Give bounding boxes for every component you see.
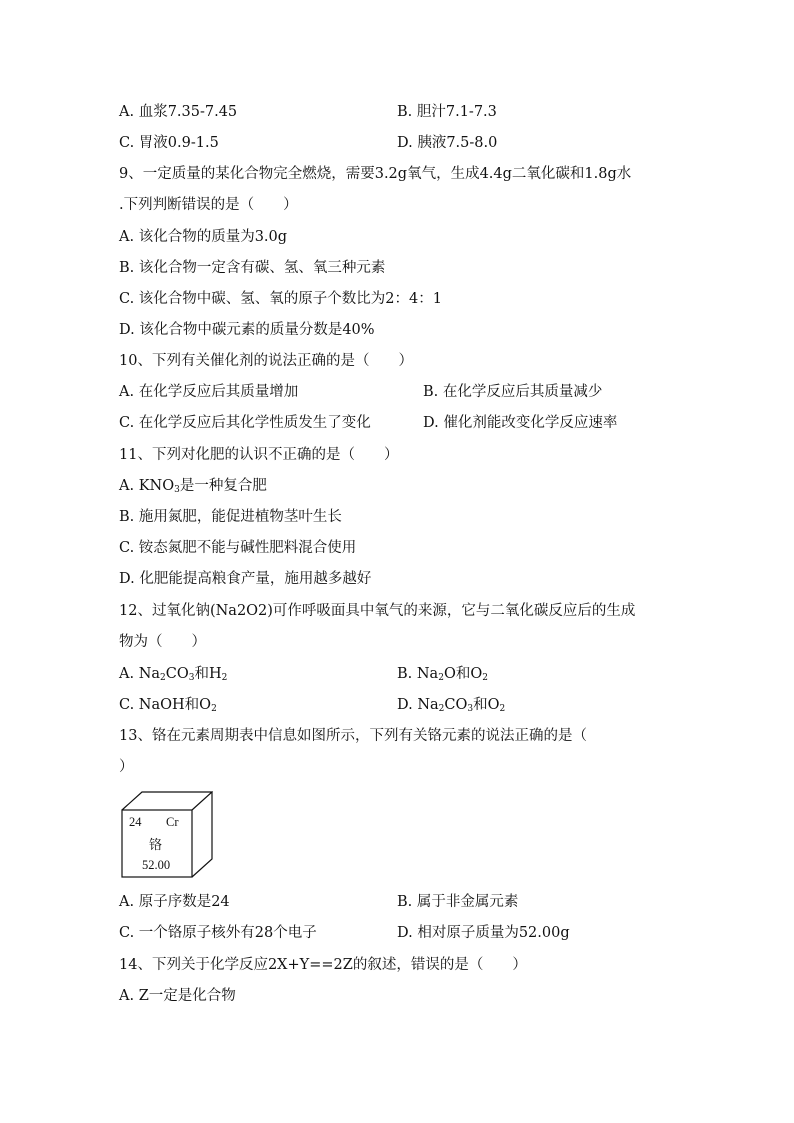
q12-option-d: D. $Na_2CO_3$和$O_2$ [397,697,506,714]
q12-option-a: A. $Na_2CO_3$和$H_2$ [119,666,228,683]
q13-stem-line2: ） [119,759,134,775]
q10-option-c: C. 在化学反应后其化学性质发生了变化 [119,415,371,431]
element-atomic-mass: 52.00 [142,858,171,872]
q8-option-a: A. 血浆7.35-7.45 [119,104,238,120]
q13-option-d: D. 相对原子质量为52.00g [397,925,570,941]
q9-option-c: C. 该化合物中碳、氢、氧的原子个数比为2：4：1 [119,291,442,307]
q11-option-a: A. $KNO_3$是一种复合肥 [119,478,267,495]
q10-option-a: A. 在化学反应后其质量增加 [119,384,299,400]
q11-option-d: D. 化肥能提高粮食产量，施用越多越好 [119,571,372,587]
q12-stem-line1: 12、过氧化钠(Na2O2)可作呼吸面具中氧气的来源，它与二氧化碳反应后的生成 [119,603,636,619]
cube-side-face [192,792,212,877]
q13-option-c: C. 一个铬原子核外有28个电子 [119,925,317,941]
q14-option-a: A. Z一定是化合物 [119,988,236,1004]
element-symbol: Cr [166,815,179,829]
q8-option-b: B. 胆汁7.1-7.3 [397,104,497,120]
q9-option-a: A. 该化合物的质量为3.0g [119,229,288,245]
q9-option-b: B. 该化合物一定含有碳、氢、氧三种元素 [119,260,386,276]
element-atomic-number: 24 [129,815,142,829]
q12-stem-line2: 物为（ ） [119,634,206,650]
q14-stem: 14、下列关于化学反应2X+Y==2Z的叙述，错误的是（ ） [119,957,527,973]
q9-stem-line2: .下列判断错误的是（ ） [119,197,298,213]
element-cell-figure [121,790,213,878]
q12-option-b: B. $Na_2O$和$O_2$ [397,666,488,683]
q13-option-b: B. 属于非金属元素 [397,894,519,910]
q11-stem: 11、下列对化肥的认识不正确的是（ ） [119,447,399,463]
q9-option-d: D. 该化合物中碳元素的质量分数是40% [119,322,375,338]
q10-option-b: B. 在化学反应后其质量减少 [423,384,603,400]
q8-option-d: D. 胰液7.5-8.0 [397,135,498,151]
q8-option-c: C. 胃液0.9-1.5 [119,135,219,151]
q13-stem-line1: 13、铬在元素周期表中信息如图所示，下列有关铬元素的说法正确的是（ [119,728,587,744]
q9-stem-line1: 9、一定质量的某化合物完全燃烧，需要3.2g氧气，生成4.4g二氧化碳和1.8g水 [119,166,632,182]
q11-option-c: C. 铵态氮肥不能与碱性肥料混合使用 [119,540,357,556]
q10-stem: 10、下列有关催化剂的说法正确的是（ ） [119,353,413,369]
element-name: 铬 [149,838,163,853]
cube-top-face [122,792,212,810]
q11-option-b: B. 施用氮肥，能促进植物茎叶生长 [119,509,342,525]
q13-option-a: A. 原子序数是24 [119,894,230,910]
q12-option-c: C. NaOH和$O_2$ [119,697,217,714]
q10-option-d: D. 催化剂能改变化学反应速率 [423,415,618,431]
